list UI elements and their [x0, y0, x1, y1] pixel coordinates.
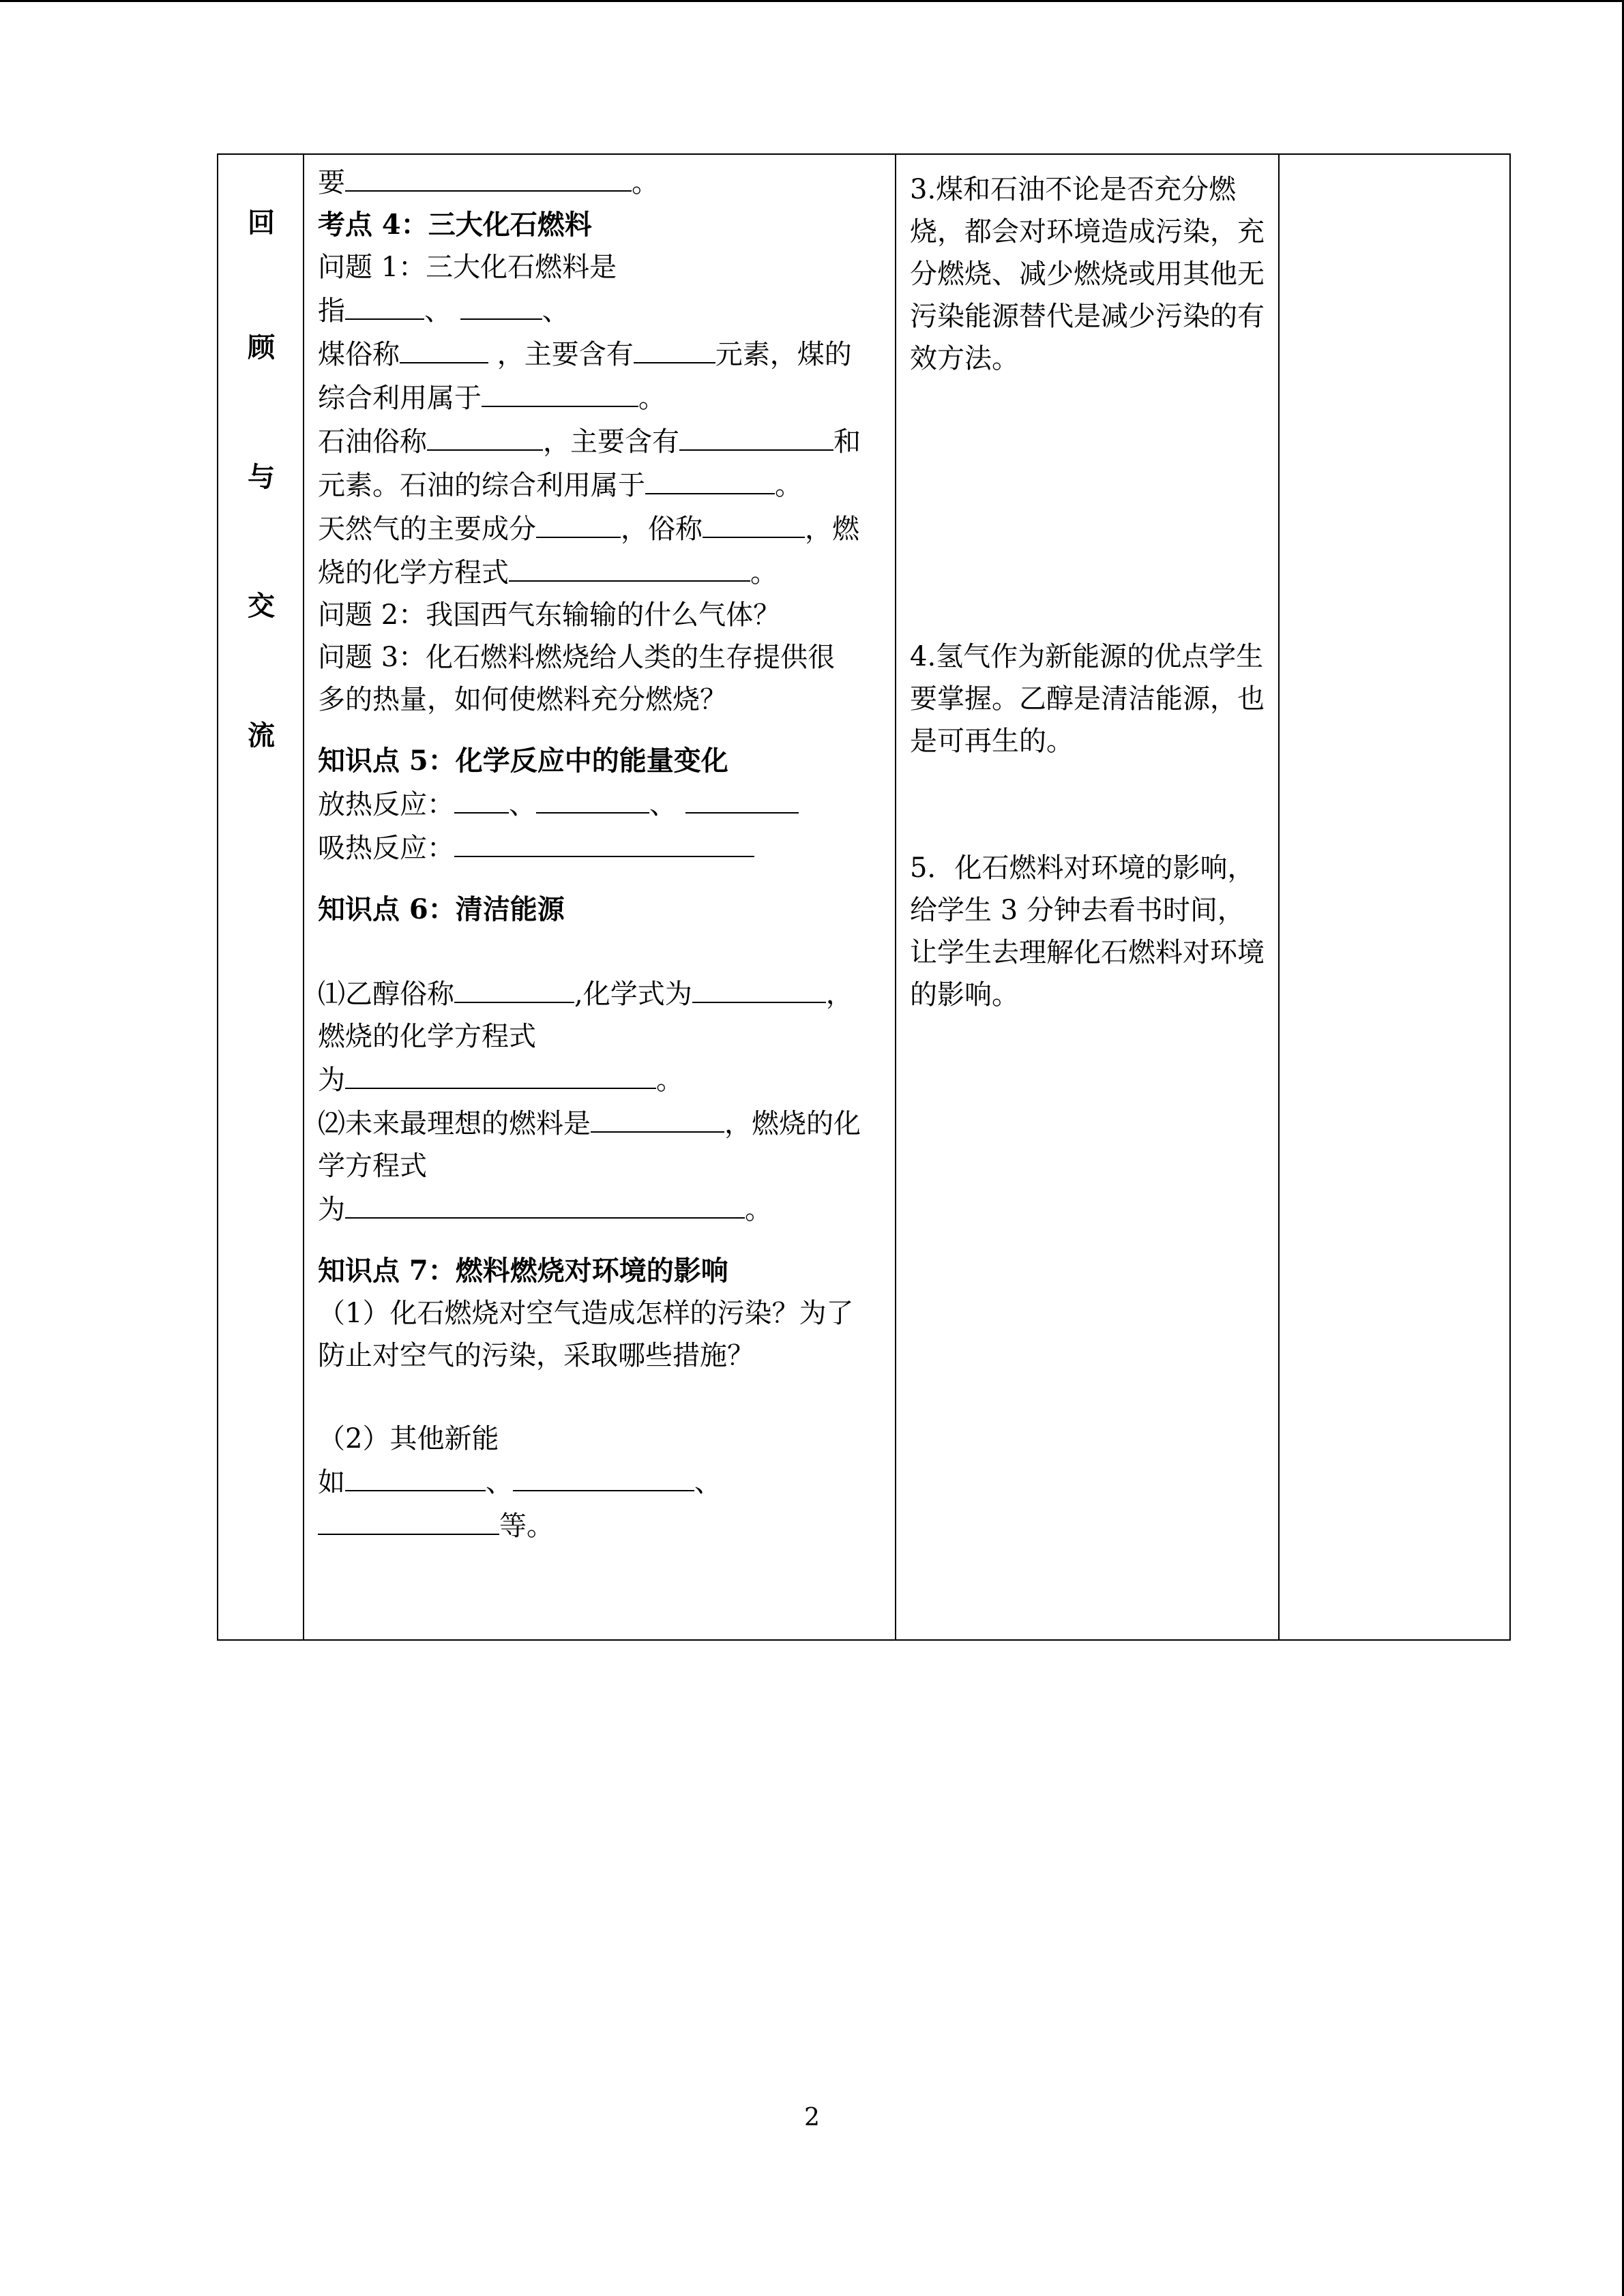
- lesson-plan-table: [217, 153, 1511, 1641]
- content-line: 综合利用属于 。: [318, 376, 885, 419]
- fill-blank[interactable]: [692, 972, 826, 1003]
- fill-blank[interactable]: [679, 419, 833, 451]
- section-char: 交: [248, 590, 275, 622]
- fill-blank[interactable]: [318, 1504, 499, 1535]
- page-number: 2: [804, 2104, 820, 2132]
- fill-blank[interactable]: [536, 782, 649, 814]
- fill-blank[interactable]: [460, 288, 542, 320]
- fill-blank[interactable]: [703, 507, 805, 538]
- content-line: 燃烧的化学方程式: [318, 1021, 536, 1052]
- fill-blank[interactable]: [482, 376, 638, 407]
- content-cell: [304, 154, 896, 1640]
- fill-blank[interactable]: [345, 1187, 745, 1219]
- fill-blank[interactable]: [345, 1460, 486, 1491]
- topic-heading-4: 考点 4：三大化石燃料: [318, 209, 592, 241]
- fill-blank[interactable]: [427, 419, 543, 451]
- teaching-notes-cell: [896, 154, 1279, 1640]
- section-char: 与: [248, 461, 275, 493]
- content-line: 要 。: [318, 160, 885, 204]
- fill-blank[interactable]: [645, 463, 775, 494]
- fill-blank[interactable]: [454, 782, 509, 814]
- fill-blank[interactable]: [345, 1058, 656, 1089]
- fill-blank[interactable]: [513, 1460, 694, 1491]
- content-line: 问题 2：我国西气东输输的什么气体？: [318, 599, 781, 631]
- content-line: 问题 3：化石燃料燃烧给人类的生存提供很: [318, 642, 836, 673]
- fill-blank[interactable]: [345, 288, 424, 320]
- content-line: 问题 1：三大化石燃料是: [318, 252, 617, 283]
- fill-blank[interactable]: [536, 507, 621, 538]
- table-row: [218, 154, 1510, 1640]
- content-line: 学方程式: [318, 1150, 427, 1182]
- content-line: 如 、 、: [318, 1460, 885, 1504]
- fill-blank[interactable]: [454, 826, 754, 857]
- section-label-cell: [218, 154, 304, 1640]
- fill-blank[interactable]: [345, 160, 632, 192]
- content-line: （1）化石燃烧对空气造成怎样的污染？为了: [318, 1298, 854, 1329]
- section-char: 顾: [248, 331, 275, 363]
- section-char: 流: [248, 719, 275, 751]
- fill-blank[interactable]: [634, 332, 715, 363]
- content-line: ⑵未来最理想的燃料是 ，燃烧的化: [318, 1101, 885, 1145]
- content-line: 防止对空气的污染，采取哪些措施？: [318, 1340, 754, 1371]
- empty-column-cell: [1279, 154, 1510, 1640]
- content-line: 指 、 、: [318, 288, 885, 332]
- page-top-border: [0, 0, 1624, 2]
- fill-blank[interactable]: [591, 1101, 724, 1133]
- section-label: [218, 155, 303, 1639]
- section-char: 回: [248, 207, 275, 239]
- teaching-note-4: 4.氢气作为新能源的优点学生要掌握。乙醇是清洁能源，也是可再生的。: [910, 641, 1265, 757]
- content-line: 吸热反应：: [318, 826, 885, 869]
- content-line: 为 。: [318, 1058, 885, 1101]
- fill-blank[interactable]: [685, 782, 799, 814]
- topic-heading-6: 知识点 6：清洁能源: [318, 893, 565, 925]
- content-line: 为 。: [318, 1187, 885, 1231]
- content-line: 烧的化学方程式 。: [318, 550, 885, 594]
- content-line: 元素。石油的综合利用属于 。: [318, 463, 885, 507]
- fill-blank[interactable]: [509, 550, 750, 582]
- content-line: 等。: [318, 1504, 885, 1547]
- content-line: ⑴乙醇俗称 ,化学式为 ，: [318, 972, 885, 1015]
- content-line: （2）其他新能: [318, 1423, 499, 1455]
- teaching-note-3: 3.煤和石油不论是否充分燃烧，都会对环境造成污染，充分燃烧、减少燃烧或用其他无污染能源替代是减少污染的有效方法。: [910, 174, 1265, 374]
- fill-blank[interactable]: [454, 972, 574, 1003]
- fill-blank[interactable]: [400, 332, 488, 363]
- topic-heading-7: 知识点 7：燃料燃烧对环境的影响: [318, 1255, 728, 1287]
- content-line: 多的热量，如何使燃料充分燃烧？: [318, 684, 727, 715]
- teaching-note-5: 5．化石燃料对环境的影响，给学生 3 分钟去看书时间，让学生去理解化石燃料对环境的影响。: [910, 852, 1265, 1011]
- content-line: 放热反应： 、 、: [318, 782, 885, 826]
- content-line: 天然气的主要成分 ，俗称 ，燃: [318, 507, 885, 550]
- topic-heading-5: 知识点 5：化学反应中的能量变化: [318, 745, 728, 777]
- content-line: 石油俗称 ，主要含有 和: [318, 419, 885, 463]
- content-line: 煤俗称 ，主要含有 元素，煤的: [318, 332, 885, 376]
